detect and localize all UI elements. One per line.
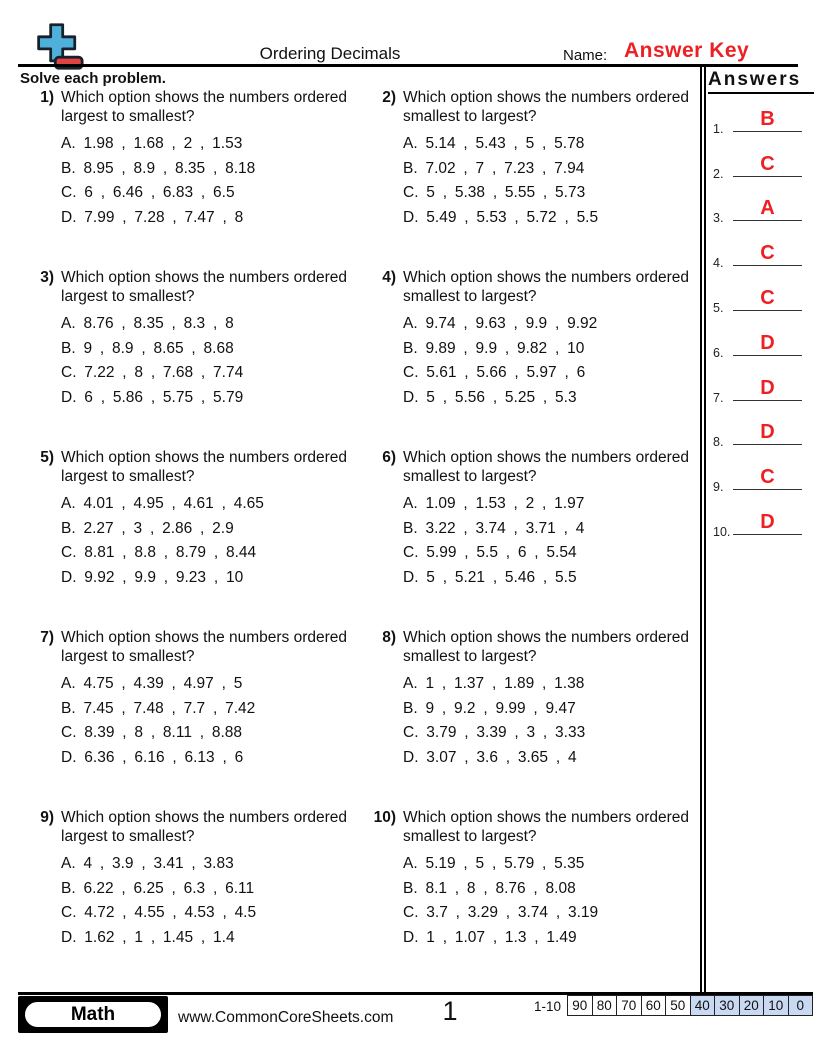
options-list — [61, 135, 354, 227]
option-d: D. 6 , 5.86 , 5.75 , 5.79 — [61, 388, 244, 406]
answer-blank-line — [733, 467, 802, 490]
problem-8 — [368, 628, 696, 808]
answer-number: 3. — [713, 211, 724, 226]
option-a: A. 1 , 1.37 , 1.89 , 1.38 — [403, 675, 585, 692]
answer-value: C — [760, 286, 775, 309]
answer-blank-line — [733, 243, 802, 266]
option-a: A. 1.09 , 1.53 , 2 , 1.97 — [403, 495, 585, 512]
option-c: C. 8.81 , 8.8 , 8.79 , 8.44 — [61, 544, 257, 561]
problem-6 — [368, 448, 696, 628]
problem-question: Which option shows the numbers ordered smallest to largest? — [403, 89, 690, 125]
option-a: A. 5.14 , 5.43 , 5 , 5.78 — [403, 135, 585, 152]
option-a: A. 8.76 , 8.35 , 8.3 , 8 — [61, 315, 234, 332]
problem-10 — [368, 808, 696, 988]
option-a: A. 1.98 , 1.68 , 2 , 1.53 — [61, 135, 243, 152]
option-d: D. 5 , 5.21 , 5.46 , 5.5 — [403, 568, 577, 586]
answers-panel-title: Answers — [708, 69, 814, 94]
answer-number: 7. — [713, 390, 724, 405]
option-c: C. 3.7 , 3.29 , 3.74 , 3.19 — [403, 904, 599, 921]
problem-number: 8) — [382, 629, 396, 646]
option-c: C. 5 , 5.38 , 5.55 , 5.73 — [403, 184, 586, 201]
option-a: A. 5.19 , 5 , 5.79 , 5.35 — [403, 855, 585, 872]
problem-question: Which option shows the numbers ordered smallest to largest? — [403, 809, 690, 845]
answers-list — [706, 98, 816, 546]
option-a: A. 4.75 , 4.39 , 4.97 , 5 — [61, 675, 243, 692]
option-d: D. 6.36 , 6.16 , 6.13 , 6 — [61, 748, 244, 766]
options-list — [61, 495, 354, 587]
option-b: B. 8.95 , 8.9 , 8.35 , 8.18 — [61, 159, 256, 177]
problem-number: 7) — [40, 629, 54, 646]
score-table — [567, 995, 813, 1016]
answer-number: 9. — [713, 480, 724, 495]
option-b: B. 3.22 , 3.74 , 3.71 , 4 — [403, 519, 585, 537]
option-b: B. 7.45 , 7.48 , 7.7 , 7.42 — [61, 699, 256, 717]
answer-slot — [706, 143, 816, 188]
answer-blank-line — [733, 378, 802, 401]
option-d: D. 3.07 , 3.6 , 3.65 , 4 — [403, 748, 577, 766]
answer-value: C — [760, 242, 775, 265]
score-cell: 60 — [641, 996, 666, 1015]
score-cell: 20 — [739, 996, 764, 1015]
answers-panel — [700, 67, 816, 993]
answer-blank-line — [733, 198, 802, 221]
option-c: C. 4.72 , 4.55 , 4.53 , 4.5 — [61, 904, 257, 921]
answer-value: D — [760, 421, 775, 444]
problem-question: Which option shows the numbers ordered smallest to largest? — [403, 449, 690, 485]
answer-slot — [706, 98, 816, 143]
score-cell: 90 — [568, 996, 592, 1015]
problem-question: Which option shows the numbers ordered largest to smallest? — [61, 269, 348, 305]
answer-number: 8. — [713, 435, 724, 450]
answer-number: 1. — [713, 121, 724, 136]
score-cell: 10 — [763, 996, 788, 1015]
option-d: D. 9.92 , 9.9 , 9.23 , 10 — [61, 568, 244, 586]
options-list — [403, 495, 696, 587]
problem-question: Which option shows the numbers ordered smallest to largest? — [403, 629, 690, 665]
answer-slot — [706, 412, 816, 457]
option-d: D. 1 , 1.07 , 1.3 , 1.49 — [403, 928, 577, 946]
answer-blank-line — [733, 288, 802, 311]
problem-number: 1) — [40, 89, 54, 106]
option-b: B. 8.1 , 8 , 8.76 , 8.08 — [403, 879, 576, 897]
answer-value: B — [760, 107, 775, 130]
options-list — [403, 135, 696, 227]
option-c: C. 8.39 , 8 , 8.11 , 8.88 — [61, 724, 243, 741]
answer-slot — [706, 456, 816, 501]
option-a: A. 4.01 , 4.95 , 4.61 , 4.65 — [61, 495, 264, 512]
problems-grid — [26, 88, 696, 988]
answer-value: D — [760, 376, 775, 399]
name-label: Name: — [563, 47, 608, 64]
problem-number: 2) — [382, 89, 396, 106]
option-a: A. 4 , 3.9 , 3.41 , 3.83 — [61, 855, 234, 872]
answer-value: C — [760, 152, 775, 175]
option-a: A. 9.74 , 9.63 , 9.9 , 9.92 — [403, 315, 598, 332]
option-c: C. 5.61 , 5.66 , 5.97 , 6 — [403, 364, 586, 381]
option-b: B. 2.27 , 3 , 2.86 , 2.9 — [61, 519, 234, 537]
option-b: B. 9.89 , 9.9 , 9.82 , 10 — [403, 339, 585, 357]
option-d: D. 5.49 , 5.53 , 5.72 , 5.5 — [403, 208, 599, 226]
problem-2 — [368, 88, 696, 268]
option-c: C. 7.22 , 8 , 7.68 , 7.74 — [61, 364, 244, 381]
problem-5 — [26, 448, 368, 628]
answer-number: 6. — [713, 345, 724, 360]
problem-1 — [26, 88, 368, 268]
options-list — [403, 675, 696, 767]
subject-badge — [18, 996, 168, 1033]
options-list — [61, 315, 354, 407]
header-divider — [18, 64, 798, 67]
options-list — [61, 855, 354, 947]
answer-blank-line — [733, 512, 802, 535]
problem-9 — [26, 808, 368, 988]
problem-number: 9) — [40, 809, 54, 826]
answer-slot — [706, 322, 816, 367]
worksheet-title: Ordering Decimals — [259, 44, 401, 63]
options-list — [403, 315, 696, 407]
problem-question: Which option shows the numbers ordered largest to smallest? — [61, 89, 348, 125]
score-cell: 70 — [616, 996, 641, 1015]
problem-number: 5) — [40, 449, 54, 466]
problem-number: 6) — [382, 449, 396, 466]
subject-badge-label: Math — [23, 1000, 163, 1029]
answer-slot — [706, 188, 816, 233]
option-b: B. 9 , 9.2 , 9.99 , 9.47 — [403, 699, 576, 717]
options-list — [403, 855, 696, 947]
problem-question: Which option shows the numbers ordered largest to smallest? — [61, 629, 348, 665]
answer-value: C — [760, 466, 775, 489]
option-b: B. 7.02 , 7 , 7.23 , 7.94 — [403, 159, 585, 177]
answer-number: 2. — [713, 166, 724, 181]
website-text: www.CommonCoreSheets.com — [178, 1009, 394, 1026]
problem-question: Which option shows the numbers ordered largest to smallest? — [61, 809, 348, 845]
score-cell: 40 — [690, 996, 715, 1015]
answer-slot — [706, 277, 816, 322]
problem-number: 4) — [382, 269, 396, 286]
answer-key-label: Answer Key — [624, 39, 750, 62]
problem-question: Which option shows the numbers ordered smallest to largest? — [403, 269, 690, 305]
answer-blank-line — [733, 154, 802, 177]
score-cell: 80 — [592, 996, 617, 1015]
answer-number: 4. — [713, 256, 724, 271]
option-b: B. 9 , 8.9 , 8.65 , 8.68 — [61, 339, 234, 357]
option-d: D. 7.99 , 7.28 , 7.47 , 8 — [61, 208, 244, 226]
option-b: B. 6.22 , 6.25 , 6.3 , 6.11 — [61, 879, 255, 897]
problem-4 — [368, 268, 696, 448]
answer-slot — [706, 367, 816, 412]
answer-slot — [706, 232, 816, 277]
problem-number: 10) — [373, 809, 396, 826]
option-d: D. 1.62 , 1 , 1.45 , 1.4 — [61, 928, 235, 946]
score-cell: 50 — [665, 996, 690, 1015]
answer-blank-line — [733, 422, 802, 445]
score-cell: 0 — [788, 996, 813, 1015]
problem-question: Which option shows the numbers ordered largest to smallest? — [61, 449, 348, 485]
options-list — [61, 675, 354, 767]
option-c: C. 5.99 , 5.5 , 6 , 5.54 — [403, 544, 577, 561]
option-c: C. 3.79 , 3.39 , 3 , 3.33 — [403, 724, 586, 741]
answer-value: D — [760, 510, 775, 533]
answer-number: 5. — [713, 300, 724, 315]
answer-blank-line — [733, 109, 802, 132]
answer-value: D — [760, 331, 775, 354]
page-number: 1 — [442, 996, 458, 1026]
score-row — [534, 995, 813, 1016]
problem-number: 3) — [40, 269, 54, 286]
answer-number: 10. — [713, 524, 731, 539]
option-d: D. 5 , 5.56 , 5.25 , 5.3 — [403, 388, 577, 406]
instructions-text: Solve each problem. — [20, 70, 166, 87]
answer-blank-line — [733, 333, 802, 356]
option-c: C. 6 , 6.46 , 6.83 , 6.5 — [61, 184, 235, 201]
score-cell: 30 — [714, 996, 739, 1015]
answer-slot — [706, 501, 816, 546]
score-range-label: 1-10 — [533, 999, 561, 1014]
problem-7 — [26, 628, 368, 808]
problem-3 — [26, 268, 368, 448]
answer-value: A — [760, 197, 775, 220]
